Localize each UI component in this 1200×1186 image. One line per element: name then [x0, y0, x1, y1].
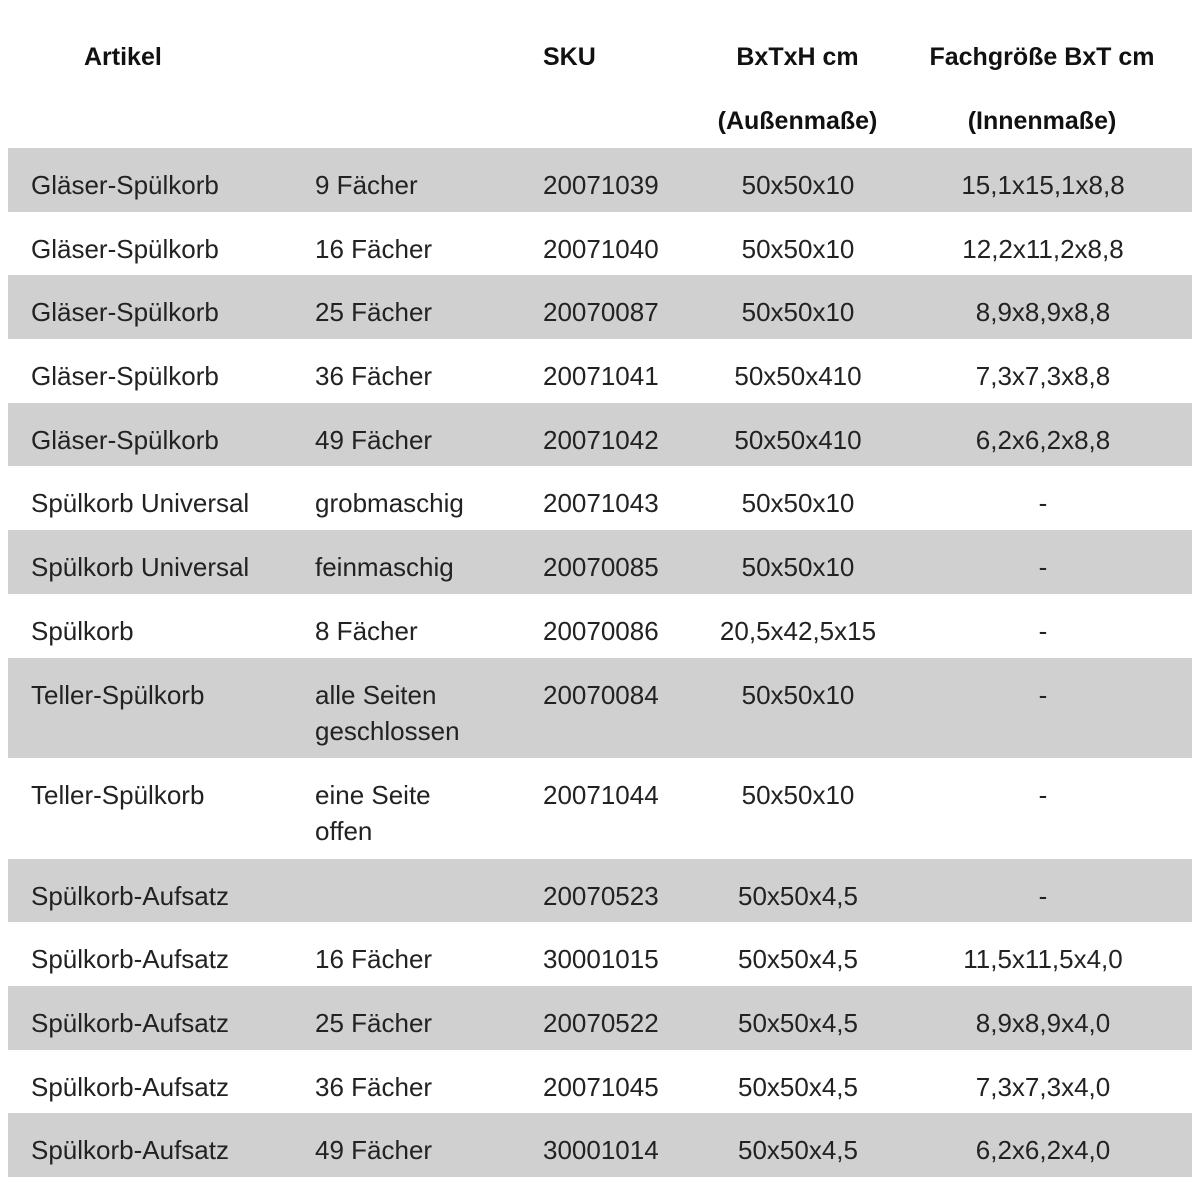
article-variant: [315, 777, 431, 849]
article-variant-line: geschlossen: [315, 715, 460, 746]
article-variant: [315, 231, 432, 267]
table-row: [8, 758, 1192, 859]
article-name: Gläser-Spülkorb: [31, 361, 219, 392]
table-row: [8, 148, 1192, 212]
sku-cell: 20070086: [543, 615, 659, 646]
inner-dimensions-cell: 8,9x8,9x8,8: [975, 297, 1111, 328]
table-row: [8, 658, 1192, 759]
article-variant-line: 9 Fächer: [315, 170, 418, 200]
article-variant: [315, 677, 460, 749]
article-name: Gläser-Spülkorb: [31, 297, 219, 328]
article-name: Teller-Spülkorb: [31, 679, 205, 710]
outer-dimensions-cell: 50x50x10: [741, 552, 855, 583]
table-row: [8, 530, 1192, 594]
outer-dimensions-cell: 50x50x4,5: [738, 880, 858, 911]
sku-cell: 30001015: [543, 944, 659, 975]
article-variant-line: offen: [315, 816, 373, 846]
sku-cell: 20070085: [543, 552, 659, 583]
article-variant: [315, 422, 432, 458]
inner-dimensions-cell: -: [1038, 615, 1048, 646]
table-row: [8, 594, 1192, 658]
inner-dimensions-cell: 6,2x6,2x4,0: [975, 1135, 1111, 1166]
article-variant: [315, 485, 464, 521]
article-variant: [315, 1069, 432, 1105]
article-variant-line: 16 Fächer: [315, 944, 433, 975]
table-row: [8, 339, 1192, 403]
outer-dimensions-cell: 50x50x10: [741, 488, 855, 519]
article-name: Gläser-Spülkorb: [31, 233, 219, 264]
table-row: [8, 403, 1192, 467]
inner-dimensions-cell: 7,3x7,3x4,0: [975, 1071, 1111, 1102]
article-variant-line: alle Seiten: [315, 679, 437, 710]
inner-dimensions-cell: -: [1038, 488, 1048, 519]
table-row: [8, 1113, 1192, 1177]
sku-cell: 20070523: [543, 880, 659, 911]
table-row: [8, 986, 1192, 1050]
article-variant-line: 25 Fächer: [315, 297, 433, 328]
article-variant: [315, 167, 418, 203]
header-sku: SKU: [543, 43, 596, 71]
article-variant-line: 36 Fächer: [315, 361, 433, 392]
outer-dimensions-cell: 50x50x4,5: [738, 944, 858, 975]
outer-dimensions-cell: 50x50x410: [734, 361, 862, 392]
header-outer-dimensions-line1: BxTxH cm: [736, 43, 859, 71]
article-variant: [315, 358, 432, 394]
article-variant-line: 36 Fächer: [315, 1071, 433, 1102]
article-name: Spülkorb Universal: [31, 552, 250, 583]
article-variant-line: feinmaschig: [315, 552, 454, 583]
inner-dimensions-cell: 8,9x8,9x4,0: [975, 1007, 1111, 1038]
article-name: Spülkorb-Aufsatz: [31, 1135, 229, 1166]
sku-cell: 20071044: [543, 780, 659, 810]
sku-cell: 20070084: [543, 679, 659, 710]
table-header: [0, 0, 1200, 148]
outer-dimensions-cell: 50x50x10: [741, 170, 855, 200]
sku-cell: 20071039: [543, 170, 659, 200]
table-body: [0, 148, 1200, 1177]
sku-cell: 20071045: [543, 1071, 659, 1102]
article-variant: [315, 1005, 432, 1041]
sku-cell: 20070522: [543, 1007, 659, 1038]
inner-dimensions-cell: 11,5x11,5x4,0: [963, 944, 1123, 975]
outer-dimensions-cell: 50x50x10: [741, 297, 855, 328]
sku-cell: 20070087: [543, 297, 659, 328]
article-name: Spülkorb: [31, 615, 134, 646]
table-row: [8, 275, 1192, 339]
inner-dimensions-cell: 15,1x15,1x8,8: [961, 170, 1125, 200]
article-name: Spülkorb Universal: [31, 488, 250, 519]
outer-dimensions-cell: 50x50x10: [741, 233, 855, 264]
inner-dimensions-cell: -: [1038, 880, 1048, 911]
table-row: [8, 212, 1192, 276]
outer-dimensions-cell: 50x50x410: [734, 424, 862, 455]
sku-cell: 20071040: [543, 233, 659, 264]
article-variant: [315, 1132, 432, 1168]
header-inner-dimensions-line1: Fachgröße BxT cm: [929, 43, 1155, 71]
article-name: Spülkorb-Aufsatz: [31, 944, 229, 975]
header-inner-dimensions: [910, 42, 1174, 136]
outer-dimensions-cell: 20,5x42,5x15: [719, 615, 877, 646]
outer-dimensions-cell: 50x50x10: [741, 780, 855, 810]
sku-cell: 20071042: [543, 424, 659, 455]
outer-dimensions-cell: 50x50x4,5: [738, 1071, 858, 1102]
header-artikel: Artikel: [84, 43, 162, 71]
article-variant-line: eine Seite: [315, 780, 431, 810]
inner-dimensions-cell: 7,3x7,3x8,8: [975, 361, 1111, 392]
table-row: [8, 1050, 1192, 1114]
inner-dimensions-cell: -: [1038, 679, 1048, 710]
inner-dimensions-cell: -: [1038, 552, 1048, 583]
article-variant-line: 8 Fächer: [315, 615, 418, 646]
sku-cell: 20071043: [543, 488, 659, 519]
article-variant-line: 49 Fächer: [315, 424, 433, 455]
article-variant-line: 49 Fächer: [315, 1135, 433, 1166]
article-variant: [315, 294, 432, 330]
article-name: Spülkorb-Aufsatz: [31, 1007, 229, 1038]
article-variant: [315, 549, 454, 585]
outer-dimensions-cell: 50x50x4,5: [738, 1135, 858, 1166]
article-name: Gläser-Spülkorb: [31, 424, 219, 455]
inner-dimensions-cell: -: [1038, 780, 1048, 810]
article-variant-line: 25 Fächer: [315, 1007, 433, 1038]
article-name: Teller-Spülkorb: [31, 780, 205, 810]
article-name: Spülkorb-Aufsatz: [31, 880, 229, 911]
table-row: [8, 859, 1192, 923]
table-row: [8, 466, 1192, 530]
outer-dimensions-cell: 50x50x10: [741, 679, 855, 710]
article-variant-line: 16 Fächer: [315, 233, 433, 264]
table-row: [8, 922, 1192, 986]
article-variant-line: grobmaschig: [315, 488, 464, 519]
inner-dimensions-cell: 6,2x6,2x8,8: [975, 424, 1111, 455]
inner-dimensions-cell: 12,2x11,2x8,8: [962, 233, 1124, 264]
header-outer-dimensions-line2: (Außenmaße): [717, 107, 878, 135]
article-name: Gläser-Spülkorb: [31, 170, 219, 200]
sku-cell: 30001014: [543, 1135, 659, 1166]
article-name: Spülkorb-Aufsatz: [31, 1071, 229, 1102]
header-outer-dimensions: [685, 42, 910, 136]
outer-dimensions-cell: 50x50x4,5: [738, 1007, 858, 1038]
article-variant: [315, 941, 432, 977]
article-variant: [315, 613, 418, 649]
sku-cell: 20071041: [543, 361, 659, 392]
header-inner-dimensions-line2: (Innenmaße): [967, 107, 1117, 135]
